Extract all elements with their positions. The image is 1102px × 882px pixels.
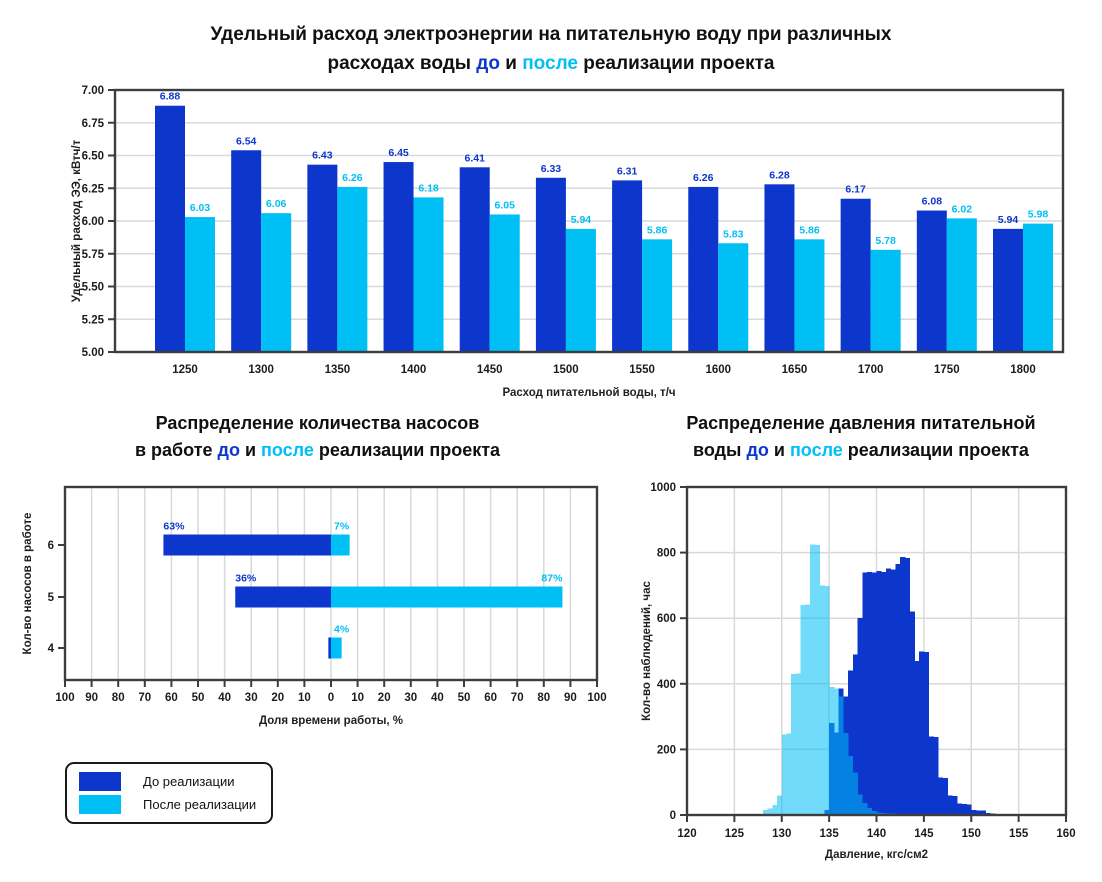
bar-value-before: 6.31 <box>616 165 638 178</box>
x-tick-label: 1300 <box>248 364 274 376</box>
hist-bar <box>824 586 829 815</box>
bar-after <box>566 229 596 352</box>
bar-value-before: 6.08 <box>921 195 943 208</box>
hist-bar <box>791 674 796 815</box>
x-tick-label: 50 <box>457 692 471 704</box>
x-tick-label: 145 <box>914 828 934 840</box>
bar-value-after: 5.78 <box>875 234 896 247</box>
x-tick-label: 155 <box>1009 828 1029 840</box>
hist-bar <box>938 777 943 815</box>
title-text: Удельный расход электроэнергии на питательную воду при различных <box>210 24 892 45</box>
hist-bar <box>853 772 858 815</box>
x-tick-label: 30 <box>244 692 258 704</box>
bar-before <box>307 165 337 352</box>
bar-value-after: 5.94 <box>570 213 592 226</box>
title-text: и <box>239 440 262 460</box>
bar-before <box>764 184 794 352</box>
x-tick-label: 100 <box>587 692 607 704</box>
y-axis-label: Кол-во насосов в работе <box>22 512 34 655</box>
bar-value-before: 6.88 <box>159 90 181 103</box>
y-tick-label: 5.50 <box>81 281 104 294</box>
bar-value-before: 6.26 <box>693 171 714 184</box>
title-word-before: до <box>217 440 240 460</box>
bar-after <box>414 197 444 352</box>
x-ticks <box>55 680 606 704</box>
hist-bar <box>910 612 915 815</box>
y-tick-label: 6 <box>47 540 54 552</box>
hist-bar <box>805 604 810 815</box>
x-tick-label: 1600 <box>705 364 732 376</box>
bar-value-after: 4% <box>334 623 350 636</box>
bar-before <box>231 150 261 352</box>
x-tick-label: 1700 <box>857 364 884 376</box>
hist-bar <box>905 558 910 815</box>
bar-after <box>794 239 824 352</box>
bar-after <box>331 535 350 556</box>
x-tick-label: 160 <box>1056 828 1076 840</box>
y-tick-label: 5 <box>47 592 54 604</box>
x-tick-label: 50 <box>191 692 205 704</box>
title-text: в работе <box>134 440 218 460</box>
pressure-chart-title-line2 <box>630 437 1092 464</box>
hist-bar <box>862 803 867 815</box>
bar-after <box>261 213 291 352</box>
x-tick-label: 40 <box>218 692 231 704</box>
hist-bar <box>848 756 853 815</box>
bar-before <box>536 178 566 352</box>
title-text: реализации проекта <box>842 440 1029 460</box>
bar-after <box>331 587 562 608</box>
bar-value-after: 5.83 <box>723 228 744 241</box>
bar-value-before: 6.28 <box>769 169 790 182</box>
x-axis-label: Расход питательной воды, т/ч <box>502 387 676 399</box>
x-axis-label: Доля времени работы, % <box>258 715 404 727</box>
bar-after <box>871 250 901 352</box>
bar-after <box>642 239 672 352</box>
bar-value-before: 6.33 <box>540 162 562 175</box>
x-tick-label: 80 <box>537 692 551 704</box>
title-text: и <box>768 440 790 460</box>
x-tick-label: 0 <box>327 692 335 704</box>
hist-bar <box>829 687 834 815</box>
bar-value-before: 6.43 <box>312 149 333 162</box>
x-tick-label: 80 <box>111 692 125 704</box>
bar-value-labels <box>160 91 1049 247</box>
y-tick-label: 400 <box>656 678 676 691</box>
top-chart-title-line1 <box>0 20 1102 49</box>
bar-value-after: 87% <box>541 572 563 585</box>
bar-before <box>841 199 871 352</box>
y-tick-label: 4 <box>47 643 54 655</box>
legend-item-after <box>79 795 256 814</box>
y-tick-label: 200 <box>656 744 676 757</box>
bar-value-before: 6.17 <box>845 183 866 196</box>
hist-bar <box>858 618 863 815</box>
bar-value-after: 5.98 <box>1027 208 1049 221</box>
hist-bar <box>834 688 839 815</box>
hist-bar <box>810 544 815 815</box>
y-tick-label: 0 <box>669 810 676 822</box>
bar-value-before: 6.41 <box>464 152 485 165</box>
bar-before <box>688 187 718 352</box>
x-tick-label: 20 <box>271 692 285 704</box>
hist-bar <box>867 572 872 815</box>
title-word-after: после <box>261 440 314 460</box>
bar-before <box>917 211 947 352</box>
hist-bar <box>839 696 844 815</box>
bar-after <box>331 638 342 659</box>
hist-bar <box>886 568 891 815</box>
x-tick-label: 1550 <box>629 364 655 376</box>
y-tick-label: 800 <box>656 547 676 560</box>
pumps-distribution-chart <box>0 480 630 732</box>
title-word-after: после <box>789 440 843 460</box>
bar-before <box>384 162 414 352</box>
bar-after <box>1023 224 1053 352</box>
x-tick-label: 20 <box>377 692 391 704</box>
bar-value-after: 6.06 <box>265 198 287 211</box>
pumps-chart-title-line1 <box>5 410 630 437</box>
y-tick-label: 1000 <box>650 482 676 494</box>
y-tick-label: 7.00 <box>81 85 104 97</box>
top-chart-title <box>0 20 1102 78</box>
bar-after <box>185 217 215 352</box>
y-tick-label: 6.00 <box>81 216 104 228</box>
y-tick-label: 5.25 <box>81 314 104 327</box>
title-word-before: до <box>476 53 500 74</box>
hist-bar <box>900 557 905 815</box>
x-tick-label: 70 <box>510 692 524 704</box>
bar-before <box>235 587 331 608</box>
title-text: расходах воды <box>327 53 477 74</box>
x-tick-label: 1500 <box>553 364 579 376</box>
x-tick-label: 10 <box>351 692 364 704</box>
bar-value-after: 5.86 <box>799 224 820 237</box>
y-tick-label: 5.00 <box>81 347 104 359</box>
x-tick-label: 1400 <box>400 364 427 376</box>
bars <box>155 106 1053 352</box>
hist-bar <box>952 796 957 815</box>
title-text: реализации проекта <box>577 53 775 74</box>
hist-bar <box>786 734 791 815</box>
title-text: реализации проекта <box>313 440 501 460</box>
hist-bar <box>929 736 934 815</box>
bar-before <box>155 106 185 352</box>
hist-bar <box>862 572 867 815</box>
x-tick-label: 1650 <box>781 364 808 376</box>
bar-value-after: 5.86 <box>646 224 668 237</box>
hist-bar <box>772 805 777 815</box>
y-ticks <box>82 85 115 359</box>
y-tick-label: 6.75 <box>81 117 104 130</box>
hist-bar <box>919 652 924 815</box>
title-text: Распределение давления питательной <box>686 413 1036 433</box>
x-axis-label: Давление, кгс/см2 <box>824 849 929 861</box>
legend-label-before: До реализации <box>143 774 235 789</box>
hist-bar <box>891 570 896 815</box>
bar-value-before: 5.94 <box>997 213 1019 226</box>
x-tick-label: 30 <box>404 692 418 704</box>
hist-bar <box>843 733 848 815</box>
hist-bar <box>962 804 967 815</box>
x-tick-label: 1750 <box>934 364 960 376</box>
x-tick-label: 60 <box>484 692 497 704</box>
hist-bar <box>924 652 929 815</box>
hist-bar <box>933 737 938 815</box>
x-tick-label: 140 <box>866 828 887 840</box>
hist-bar <box>872 572 877 815</box>
title-text: и <box>499 53 523 74</box>
pressure-chart-title-line1 <box>630 410 1092 437</box>
hist-bar <box>777 795 782 815</box>
y-tick-label: 600 <box>656 613 676 626</box>
x-tick-label: 90 <box>564 692 577 704</box>
x-tick-label: 1350 <box>324 364 351 376</box>
bar-before <box>612 180 642 352</box>
x-tick-label: 135 <box>819 828 839 840</box>
hist-bar <box>881 572 886 815</box>
title-text: воды <box>693 440 747 460</box>
x-tick-label: 1450 <box>476 364 503 376</box>
bar-before <box>993 229 1023 352</box>
hist-bar <box>820 585 825 815</box>
hist-bar <box>858 795 863 815</box>
hist-bar <box>877 571 882 815</box>
legend-swatch-after <box>79 795 121 814</box>
x-tick-label: 100 <box>55 692 75 704</box>
specific-consumption-chart <box>0 84 1102 404</box>
x-tick-label: 60 <box>165 692 178 704</box>
hist-bar <box>796 673 801 815</box>
y-tick-label: 6.25 <box>81 183 104 196</box>
y-axis-label: Кол-во наблюдений, час <box>641 581 653 721</box>
bar-value-after: 6.03 <box>189 202 211 215</box>
bar-value-after: 6.05 <box>494 199 515 212</box>
bar-value-after: 7% <box>334 520 350 533</box>
x-tick-label: 40 <box>431 692 444 704</box>
hist-bar <box>948 795 953 815</box>
x-tick-label: 1800 <box>1010 364 1036 376</box>
legend <box>65 762 273 824</box>
x-tick-label: 10 <box>298 692 311 704</box>
hist-bar <box>914 661 919 815</box>
bar-value-after: 6.18 <box>418 182 439 195</box>
bar-after <box>490 214 520 352</box>
legend-item-before <box>79 772 235 791</box>
pumps-chart-title <box>5 410 630 464</box>
y-tick-label: 6.50 <box>81 150 104 163</box>
y-tick-label: 5.75 <box>81 248 104 261</box>
bars <box>163 535 562 659</box>
legend-label-after: После реализации <box>143 797 257 812</box>
bar-value-before: 36% <box>235 572 257 585</box>
x-tick-label: 130 <box>772 828 792 840</box>
bar-before <box>460 167 490 352</box>
bar-before <box>328 638 331 659</box>
hist-bar <box>967 805 972 815</box>
title-word-after: после <box>522 53 578 74</box>
x-tick-label: 1250 <box>172 364 198 376</box>
bar-after <box>947 218 977 352</box>
top-chart-title-line2 <box>0 49 1102 78</box>
hist-bar <box>895 564 900 815</box>
hist-bar <box>943 778 948 815</box>
y-axis-label: Удельный расход ЭЭ, кВтч/т <box>71 139 83 303</box>
legend-swatch-before <box>79 772 121 791</box>
pressure-chart-title <box>630 410 1092 464</box>
bar-value-before: 6.54 <box>235 135 257 148</box>
pressure-distribution-chart <box>630 480 1102 880</box>
bar-after <box>337 187 367 352</box>
hist-bar <box>957 804 962 815</box>
x-tick-label: 120 <box>677 828 697 840</box>
x-tick-label: 150 <box>961 828 981 840</box>
x-tick-label: 70 <box>138 692 152 704</box>
x-tick-label: 125 <box>724 828 744 840</box>
bar-value-after: 6.26 <box>342 171 363 184</box>
bar-value-before: 63% <box>163 520 185 533</box>
pumps-chart-title-line2 <box>5 437 630 464</box>
title-word-before: до <box>746 440 769 460</box>
bar-before <box>163 535 331 556</box>
hist-bar <box>815 545 820 815</box>
hist-bar <box>801 605 806 815</box>
bar-value-after: 6.02 <box>951 203 973 216</box>
x-tick-label: 90 <box>85 692 98 704</box>
title-text: Распределение количества насосов <box>155 413 480 433</box>
bar-value-before: 6.45 <box>388 147 409 160</box>
hist-bar <box>782 735 787 815</box>
bar-after <box>718 243 748 352</box>
